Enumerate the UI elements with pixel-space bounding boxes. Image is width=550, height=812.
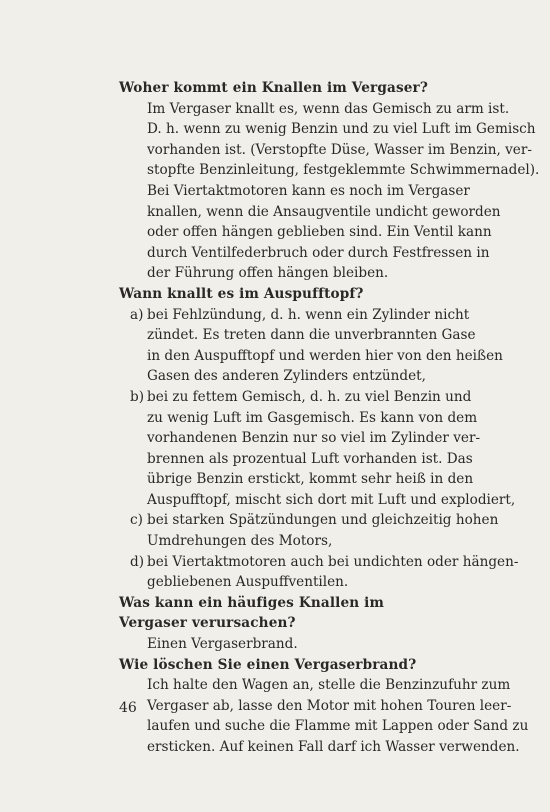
answer-list [119,305,519,593]
answer-text [119,675,529,757]
question-heading: Wie löschen Sie einen Vergaserbrand? [119,656,417,673]
text-line: Gasen des anderen Zylinders entzündet, [147,368,426,385]
list-marker: b) [130,388,145,405]
text-line: bei starken Spätzündungen und gleichzeitig hohen [147,512,499,529]
answer-text [119,634,503,655]
text-line: brennen als prozentual Luft vorhanden ist. Das [147,450,473,467]
text-line: zündet. Es treten dann die unverbrannten Gase [147,327,476,344]
text-line: Ich halte den Wagen an, stelle die Benzinzufuhr zum [147,677,511,694]
question-heading [119,593,503,634]
list-item [130,387,516,511]
answer-text [119,99,540,284]
text-line: bei Fehlzündung, d. h. wenn ein Zylinder nicht [147,306,470,323]
page-number: 46 [119,700,137,716]
list-item [130,305,503,387]
text-line: bei Viertaktmotoren auch bei undichten oder hängen- [147,553,519,570]
list-item [130,510,503,551]
page-body [119,78,540,758]
text-line: Vergaser ab, lasse den Motor mit hohen Touren leer- [147,697,512,714]
question-heading: Wann knallt es im Auspufftopf? [119,285,364,302]
question-heading: Woher kommt ein Knallen im Vergaser? [119,80,428,96]
text-line: oder offen hängen geblieben sind. Ein Ventil kann [147,224,492,241]
qa-section [119,284,519,593]
text-line: D. h. wenn zu wenig Benzin und zu viel Luft im Gemisch [147,121,536,138]
list-marker: d) [130,553,145,570]
text-line: gebliebenen Auspuffventilen. [147,574,349,591]
text-line: stopfte Benzinleitung, festgeklemmte Schwimmernadel). [147,162,540,179]
text-line: laufen und suche die Flamme mit Lappen oder Sand zu [147,718,529,735]
text-line: übrige Benzin erstickt, kommt sehr heiß in den [147,471,474,488]
text-line: zu wenig Luft im Gasgemisch. Es kann von dem [147,409,478,426]
text-line: Bei Viertaktmotoren kann es noch im Vergaser [147,182,470,199]
qa-section [119,655,529,758]
qa-section [119,593,503,655]
text-line: durch Ventilfederbruch oder durch Festfressen in [147,244,490,261]
list-marker: c) [130,512,143,529]
text-line: in den Auspufftopf und werden hier von den heißen [147,347,503,364]
text-line: ersticken. Auf keinen Fall darf ich Wasser verwenden. [147,739,520,755]
text-line: Im Vergaser knallt es, wenn das Gemisch zu arm ist. [147,100,510,117]
text-line: bei zu fettem Gemisch, d. h. zu viel Benzin und [147,388,472,405]
heading-line: Vergaser verursachen? [119,615,296,632]
text-line: knallen, wenn die Ansaugventile undicht geworden [147,203,501,220]
text-line: Umdrehungen des Motors, [147,533,333,550]
text-line: vorhandenen Benzin nur so viel im Zylinder ver- [147,430,481,447]
heading-line: Was kann ein häufiges Knallen im [119,594,385,611]
list-item [130,552,519,593]
text-line: Auspufftopf, mischt sich dort mit Luft und explodiert, [147,491,516,508]
list-marker: a) [130,306,144,323]
text-line: vorhanden ist. (Verstopfte Düse, Wasser im Benzin, ver- [147,141,532,158]
text-line: der Führung offen hängen bleiben. [147,265,389,282]
text-line: Einen Vergaserbrand. [147,636,298,653]
qa-section [119,78,540,284]
